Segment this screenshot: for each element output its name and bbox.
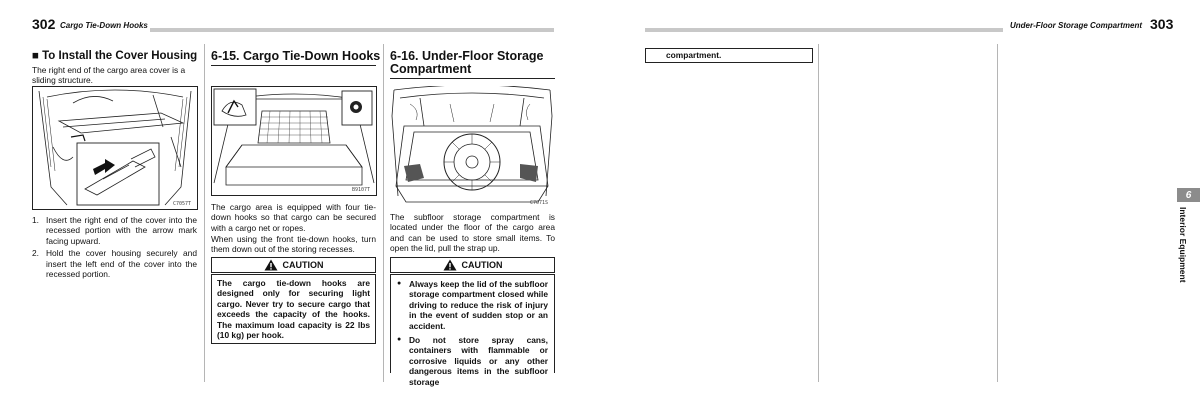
cargo-area-net-illustration bbox=[212, 87, 376, 195]
column-divider bbox=[204, 44, 205, 382]
step-item bbox=[32, 215, 197, 246]
tie-down-hooks-para2: When using the front tie-down hooks, turn them down out of the storing recesses. bbox=[211, 234, 376, 255]
under-floor-para: The subfloor storage compartment is located under the floor of the cargo area and can be used to store small items. To open the lid, pull the strap up. bbox=[390, 212, 555, 254]
right-header-rule bbox=[645, 28, 1003, 32]
caution-bullet: ● Do not store spray cans, containers with flammable or corrosive liquids or any other dangerous items in the subfloor storage bbox=[397, 335, 548, 387]
tie-down-hooks-figure bbox=[211, 86, 377, 196]
step-item bbox=[32, 248, 197, 279]
under-floor-heading-line2: Compartment bbox=[390, 62, 472, 76]
caution-header bbox=[211, 257, 376, 273]
warning-triangle-icon bbox=[443, 259, 457, 271]
figure-code: B9107T bbox=[351, 187, 370, 193]
left-page-number: 302 bbox=[32, 16, 56, 32]
caution-bullet: ● Always keep the lid of the subfloor storage compartment closed while driving to reduce the risk of injury in the event of sudden stop or an accident. bbox=[397, 279, 548, 331]
figure-code: C7057T bbox=[172, 201, 191, 207]
column-divider bbox=[818, 44, 819, 382]
cover-housing-intro: The right end of the cargo area cover is a sliding structure. bbox=[32, 65, 186, 86]
under-floor-figure bbox=[390, 86, 554, 208]
caution-header bbox=[390, 257, 555, 273]
tie-down-hooks-heading: 6-15. Cargo Tie-Down Hooks bbox=[211, 49, 381, 63]
figure-code: C7071S bbox=[529, 200, 548, 206]
left-header-rule bbox=[150, 28, 554, 32]
right-running-title: Under-Floor Storage Compartment bbox=[1010, 21, 1143, 30]
caution-box bbox=[211, 274, 376, 344]
chapter-tab-label: Interior Equipment bbox=[1178, 207, 1188, 283]
column-divider bbox=[383, 44, 384, 382]
heading-underline bbox=[390, 78, 555, 79]
tie-down-hooks-para1: The cargo area is equipped with four tie-down hooks so that cargo can be secured with a cargo net or ropes. bbox=[211, 202, 376, 233]
caution-box bbox=[390, 274, 555, 387]
left-running-title: Cargo Tie-Down Hooks bbox=[60, 21, 148, 30]
step-number: 1. bbox=[32, 215, 39, 225]
right-page-number: 303 bbox=[1150, 16, 1174, 32]
cover-housing-figure bbox=[32, 86, 198, 210]
column-divider bbox=[997, 44, 998, 382]
cover-housing-steps bbox=[32, 215, 197, 281]
step-text: Insert the right end of the cover into the recessed portion with the arrow mark facing upward. bbox=[46, 215, 197, 246]
step-text: Hold the cover housing securely and insert the left end of the cover into the recessed portion. bbox=[46, 248, 197, 280]
under-floor-heading-line1: 6-16. Under-Floor Storage bbox=[390, 49, 544, 63]
heading-underline bbox=[211, 65, 376, 66]
caution-text: The cargo tie-down hooks are designed only for securing light cargo. Never try to secure cargo that exceeds the capacity of the hooks. The maximum load capacity is 22 lbs (10 kg) per hook. bbox=[217, 278, 370, 341]
warning-triangle-icon bbox=[264, 259, 278, 271]
cover-housing-heading: ■ To Install the Cover Housing bbox=[32, 50, 198, 62]
caution-continued-text: compartment. bbox=[666, 50, 722, 60]
subfloor-storage-illustration bbox=[390, 86, 554, 208]
step-number: 2. bbox=[32, 248, 39, 259]
caution-box-continued bbox=[645, 48, 813, 63]
caution-label: CAUTION bbox=[282, 260, 324, 270]
chapter-tab: 6 bbox=[1177, 188, 1200, 202]
cargo-cover-illustration bbox=[33, 87, 197, 209]
caution-label: CAUTION bbox=[461, 260, 503, 270]
